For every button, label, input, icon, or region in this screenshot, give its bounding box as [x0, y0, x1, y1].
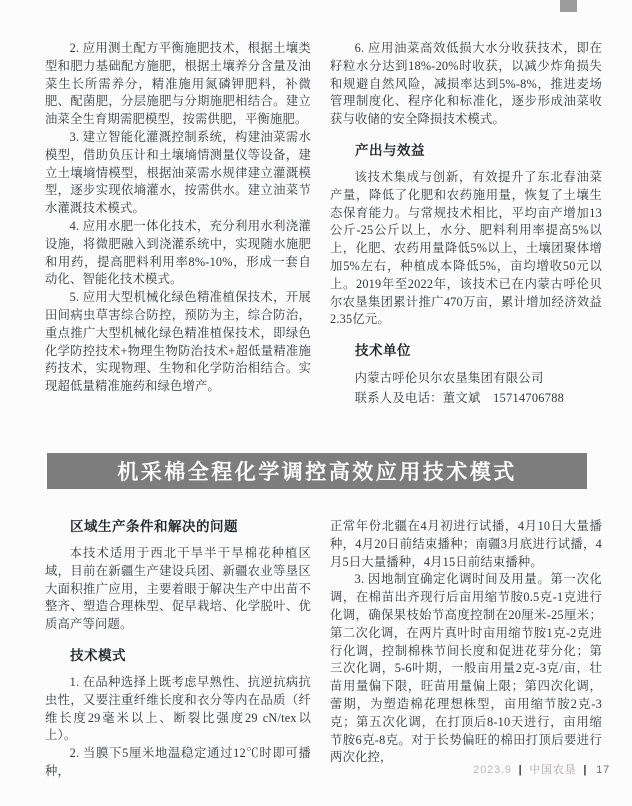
top-left-column — [45, 40, 311, 408]
top-article-continuation — [45, 40, 602, 408]
section-heading-conditions: 区域生产条件和解决的问题 — [70, 519, 238, 534]
bottom-left-column — [45, 512, 311, 781]
footer-separator: | — [518, 764, 523, 776]
organization-name: 内蒙古呼伦贝尔农垦集团有限公司 — [354, 371, 544, 386]
page-footer — [45, 761, 610, 777]
paragraph-sowing-dates: 正常年份北疆在4月初进行试播，4月10日大量播种，4月20日前结束播种；南疆3月底进行试播，4月5日大量播种，4月15日前结束播种。 — [330, 519, 602, 569]
section-heading-tech-mode: 技术模式 — [70, 647, 126, 663]
paragraph-plant-protection: 5. 应用大型机械化绿色精准植保技术，开展田间病虫草害综合防控，预防为主，综合防治，重点推广大型机械化绿色精准植保技术，即绿色化学防控技术+物理生物防治技术+超低量精准施药技术，实现物理、生物和化学防治相结合。实现超低量精准施药和绿色增产。 — [45, 290, 311, 394]
page-edge-marker — [560, 0, 577, 12]
paragraph-chemical-regulation: 3. 因地制宜确定化调时间及用量。第一次化调，在棉苗出齐现行后亩用缩节胺0.5克-1克进行化调，确保果枝始节高度控制在20厘米-25厘米；第二次化调，在两片真叶时亩用缩节胺1克-2克进行化调，控制棉株节间长度和促进花芽分化；第三次化调，5-6叶期，一般亩用量2克-3克/亩，壮苗用量偏下限，旺苗用量偏上限；第四次化调，蕾期，为塑造棉花理想株型，亩用缩节胺2克-3克；第五次化调，在打顶后8-10天进行，亩用缩节胺6克-8克。对于长势偏旺的棉田打顶后要进行两次化控， — [330, 572, 602, 765]
paragraph-fertilization: 2. 应用测土配方平衡施肥技术，根据土壤类型和肥力基础配方施肥，根据土壤养分含量及油菜生长所需养分，精准施用氮磷钾肥料，补微肥、配菌肥，分层施肥与分期施肥相结合。建立油菜全生育期需肥模型，按需供肥，平衡施肥。 — [45, 41, 311, 127]
section-heading-output-benefits: 产出与效益 — [355, 142, 425, 158]
paragraph-variety-selection: 1. 在品种选择上既考虑早熟性、抗逆抗病抗虫性，又要注重纤维长度和衣分等内在品质（纤维长度29毫米以上、断裂比强度29 cN/tex以上）。 — [45, 674, 311, 743]
paragraph-irrigation-system: 3. 建立智能化灌溉控制系统，构建油菜需水模型，借助负压计和土壤墒情测量仪等设备，建立土壤墒情模型，根据油菜需水规律建立灌溉模型，逐步实现依墒灌水，按需供水。建立油菜节水灌溉技术模式。 — [45, 129, 311, 216]
paragraph-water-fertilizer: 4. 应用水肥一体化技术，充分利用水利浇灌设施，将微肥融入到浇灌系统中，实现随水施肥和用药，提高肥料利用率8%-10%，形成一套自动化、智能化技术模式。 — [45, 218, 311, 287]
paragraph-output-benefits: 该技术集成与创新，有效提升了东北春油菜产量，降低了化肥和农药施用量，恢复了土壤生态保育能力。与常规技术相比，平均亩产增加13公斤-25公斤以上，水分、肥料利用率提高5%以上，化肥、农药用量降低5%以上，土壤团聚体增加5%左右，种植成本降低5%，亩均增收50元以上。2019年至2022年，该技术已在内蒙古呼伦贝尔农垦集团累计推广470万亩，累计增加经济效益2.35亿元。 — [330, 169, 602, 327]
footer-page-number: 17 — [596, 764, 610, 776]
top-right-column — [330, 40, 602, 408]
new-article-body — [45, 512, 602, 781]
article-title: 机采棉全程化学调控高效应用技术模式 — [117, 461, 517, 484]
section-heading-tech-unit: 技术单位 — [355, 343, 411, 359]
paragraph-sowing-temperature: 2. 当膜下5厘米地温稳定通过12℃时即可播种， — [45, 746, 311, 778]
footer-magazine-name: 中国农垦 — [529, 764, 577, 776]
bottom-right-column — [330, 512, 602, 781]
paragraph-harvest: 6. 应用油菜高效低损大水分收获技术，即在籽粒水分达到18%-20%时收获，以减少炸角损失和规避自然风险，减损率达到5%-8%，推进麦场管理制度化、程序化和标准化，逐步形成油菜收获与收储的安全降损技术模式。 — [330, 41, 602, 127]
footer-separator: | — [583, 764, 588, 776]
paragraph-conditions: 本技术适用于西北干旱半干旱棉花种植区域，目前在新疆生产建设兵团、新疆农业等垦区大面积推广应用，主要着眼于解决生产中出苗不整齐、塑造合理株型、促早栽培、化学脱叶、优质高产等问题。 — [45, 546, 311, 632]
article-title-banner — [47, 453, 587, 489]
footer-issue: 2023.9 — [473, 764, 512, 776]
contact-info: 联系人及电话：董文斌 15714706788 — [354, 390, 565, 405]
